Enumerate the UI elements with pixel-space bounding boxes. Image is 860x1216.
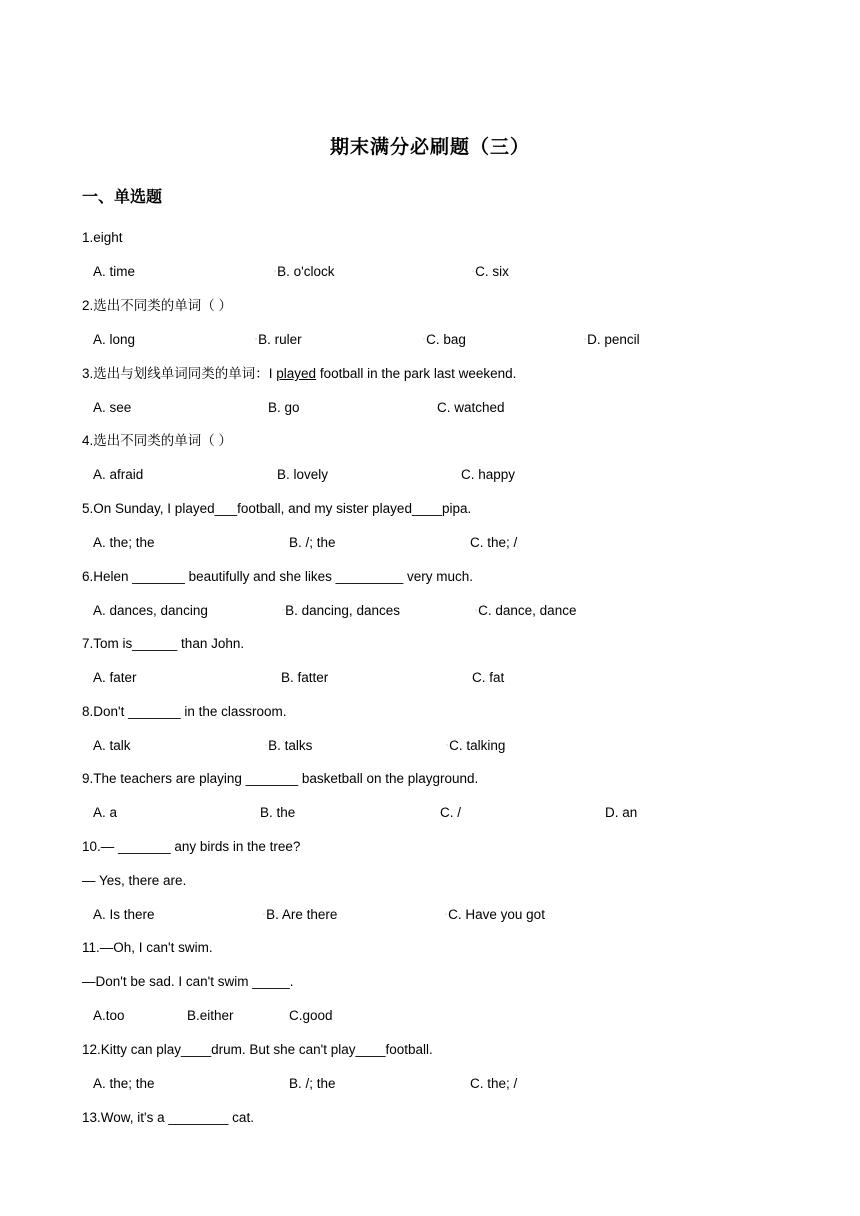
option-b-text: B. talks (268, 738, 313, 753)
section-heading: 一、单选题 (82, 187, 163, 206)
option-a: A. see (93, 400, 132, 415)
option-c (475, 602, 576, 620)
option-marker: ▫ (263, 912, 266, 919)
option-c-text: C. talking (449, 738, 506, 753)
question-stem: 10.— _______ any birds in the tree? (82, 839, 301, 854)
option-a: A. talk (93, 738, 131, 753)
option-c-text: C. dance, dance (478, 603, 577, 618)
question-stem: 12.Kitty can play____drum. But she can't play____football. (82, 1042, 433, 1057)
option-a: A. afraid (93, 467, 144, 482)
question-dialogue-line: — Yes, there are. (82, 873, 187, 888)
option-c (445, 906, 545, 924)
option-b: B. the (260, 805, 296, 820)
option-a: A. the; the (93, 535, 155, 550)
option-b (282, 602, 400, 620)
option-b: B. fatter (281, 670, 329, 685)
option-c (423, 331, 466, 349)
option-b (255, 331, 302, 349)
option-b: B. /; the (289, 535, 336, 550)
option-c: C. fat (472, 670, 505, 685)
option-c (446, 737, 505, 755)
question-stem: 11.—Oh, I can't swim. (82, 940, 213, 955)
option-b: B. go (268, 400, 300, 415)
option-b (265, 737, 312, 755)
page-title: 期末满分必刷题（三） (329, 136, 530, 158)
option-c: C. / (440, 805, 462, 820)
option-b: B. lovely (277, 467, 329, 482)
option-d-text: D. pencil (587, 332, 640, 347)
question-stem: 8.Don't _______ in the classroom. (82, 704, 287, 719)
question-stem: 2.选出不同类的单词（ ） (82, 298, 233, 313)
option-c (472, 263, 509, 281)
option-marker: ▫ (472, 269, 475, 276)
option-c-text: C. six (475, 264, 509, 279)
option-b: B.either (187, 1008, 234, 1023)
question-stem: 7.Tom is______ than John. (82, 636, 245, 651)
option-c: C. happy (461, 467, 516, 482)
option-a: A. fater (93, 670, 137, 685)
option-c-text: C. Have you got (448, 907, 545, 922)
option-d: D. an (605, 805, 638, 820)
option-a: A. time (93, 264, 136, 279)
question-stem: 5.On Sunday, I played___football, and my sister played____pipa. (82, 501, 472, 516)
option-c-text: C. bag (426, 332, 466, 347)
option-marker: ▫ (445, 912, 448, 919)
option-marker: ▫ (282, 608, 285, 615)
question-stem: 4.选出不同类的单词（ ） (82, 433, 233, 448)
option-marker: ▫ (265, 743, 268, 750)
option-marker: ▫ (584, 337, 587, 344)
option-c: C. the; / (470, 535, 518, 550)
option-b: B. /; the (289, 1076, 336, 1091)
option-a: A. long (93, 332, 136, 347)
option-b-text: B. Are there (266, 907, 338, 922)
option-marker: ▫ (423, 337, 426, 344)
option-a: A. a (93, 805, 118, 820)
question-stem-post: football in the park last weekend. (316, 366, 517, 381)
question-stem: 9.The teachers are playing _______ basketball on the playground. (82, 771, 479, 786)
option-b-text: B. dancing, dances (285, 603, 400, 618)
question-stem: 6.Helen _______ beautifully and she likes _________ very much. (82, 569, 474, 584)
option-b (263, 906, 337, 924)
option-marker: ▫ (274, 269, 277, 276)
option-a: A.too (93, 1008, 125, 1023)
option-b-text: B. ruler (258, 332, 302, 347)
option-c: C.good (289, 1008, 333, 1023)
question-stem: 13.Wow, it's a ________ cat. (82, 1110, 254, 1125)
underlined-word: played (276, 366, 317, 381)
option-a: A. the; the (93, 1076, 155, 1091)
option-a: A. dances, dancing (93, 603, 208, 618)
option-marker: ▫ (446, 743, 449, 750)
option-marker: ▫ (475, 608, 478, 615)
question-dialogue-line: —Don't be sad. I can't swim _____. (82, 974, 294, 989)
option-b-text: B. o'clock (277, 264, 335, 279)
option-d (584, 331, 640, 349)
option-marker: ▫ (255, 337, 258, 344)
option-a: A. Is there (93, 907, 155, 922)
question-stem-pre: 3.选出与划线单词同类的单词：I (82, 366, 277, 381)
question-stem: 1.eight (82, 230, 123, 245)
option-b (274, 263, 335, 281)
option-c: C. the; / (470, 1076, 518, 1091)
question-stem (82, 365, 516, 383)
option-c: C. watched (437, 400, 505, 415)
